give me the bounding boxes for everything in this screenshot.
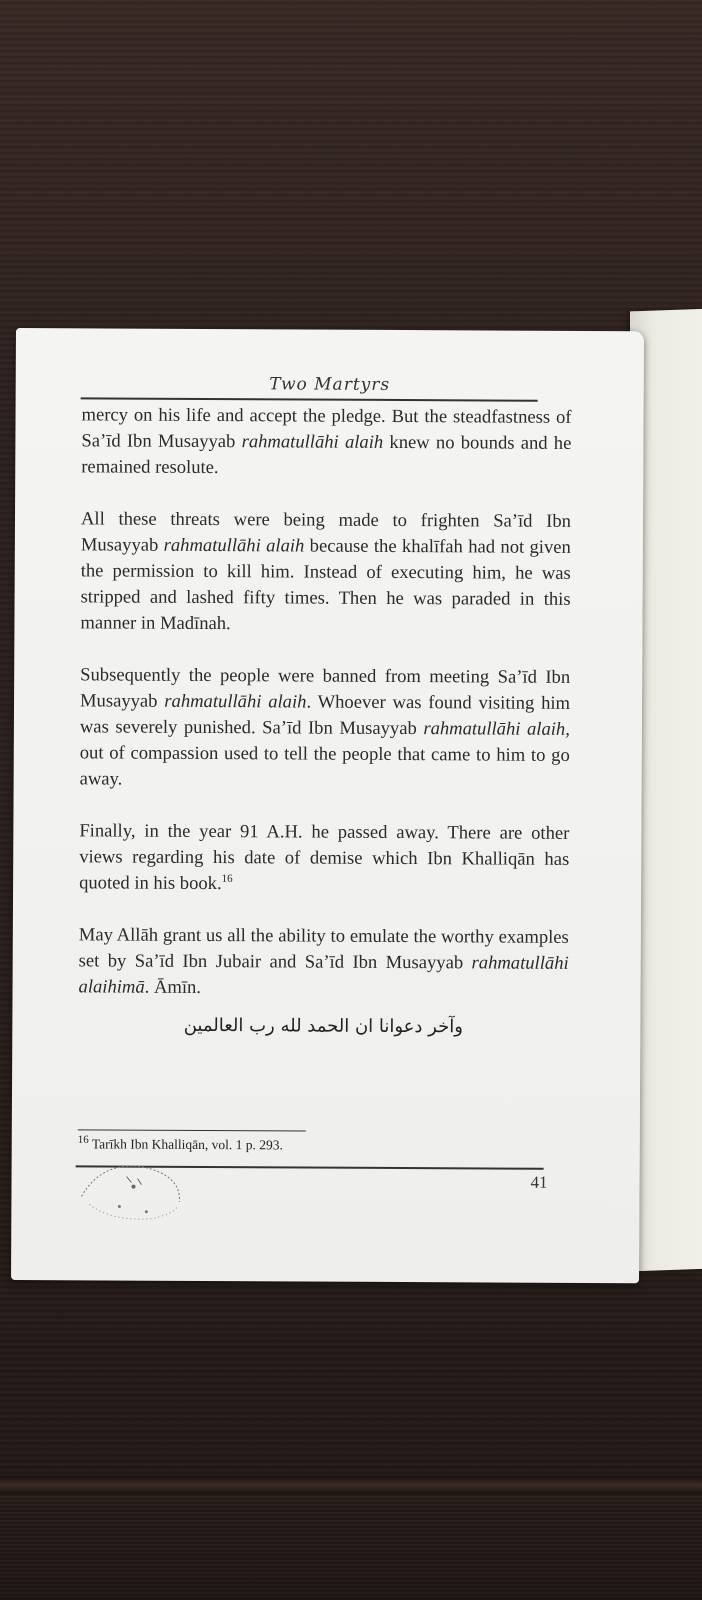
body-text — [78, 402, 571, 1029]
paragraph-text: knew no bounds and he remained resolute. — [81, 431, 572, 479]
table-edge — [0, 1476, 702, 1494]
library-stamp-icon — [71, 1156, 191, 1227]
paragraph — [81, 402, 571, 483]
arabic-closing-prayer: وآخر دعوانا ان الحمد لله رب العالمين — [183, 1014, 464, 1038]
paragraph — [78, 922, 568, 1003]
paragraph-text: . Whoever was found visiting him was severely punished. Sa’īd Ibn Musayyab — [79, 691, 571, 740]
footnote-rule — [78, 1129, 306, 1131]
paragraph — [79, 818, 569, 899]
paragraph — [80, 662, 571, 795]
footnote — [77, 1133, 283, 1153]
header-rule — [81, 397, 538, 401]
honorific-italic: rahmatullāhi alaih — [241, 431, 384, 453]
paragraph-text: because the khalīfah had not given the permission to kill him. Instead of executing him, he was stripped and lashed fifty times. Then he was paraded in this manner in Madīnah. — [80, 535, 571, 635]
paragraph-text: May Allāh grant us all the ability to emulate the worthy examples set by Sa’īd Ibn Jubair and Sa’īd Ibn Musayyab — [78, 924, 569, 974]
running-header: Two Martyrs — [269, 374, 391, 395]
honorific-italic: rahmatullāhi alaih — [164, 690, 307, 713]
honorific-italic: rahmatullāhi alaih, — [423, 718, 570, 740]
footnote-reference: 16 — [221, 872, 233, 885]
footnote-marker: 16 — [77, 1133, 89, 1146]
paragraph-text: mercy on his life and accept the pledge. But the steadfastness of Sa’īd Ibn Musayyab — [81, 404, 572, 453]
paragraph-text: Finally, in the year 91 A.H. he passed away. There are other views regarding his date of demise which Ibn Khalliqān has quoted in his book. — [79, 820, 570, 895]
paragraph-text: Subsequently the people were banned from meeting Sa’īd Ibn Musayyab — [79, 664, 571, 712]
honorific-italic: rahmatullāhi alaih — [163, 534, 305, 557]
paragraph-text: . Āmīn. — [144, 976, 202, 998]
floor-background — [0, 1494, 702, 1600]
paragraph — [80, 506, 571, 639]
book-page — [11, 328, 644, 1283]
page-number: 41 — [530, 1172, 548, 1192]
paragraph-text: out of compassion used to tell the people that came to him to go away. — [79, 742, 570, 790]
honorific-italic: rahmatullāhi alaihimā — [78, 952, 569, 998]
footnote-text: Tarīkh Ibn Khalliqān, vol. 1 p. 293. — [91, 1136, 283, 1153]
paragraph-text: All these threats were being made to frighten Sa’īd Ibn Musayyab — [80, 508, 572, 556]
